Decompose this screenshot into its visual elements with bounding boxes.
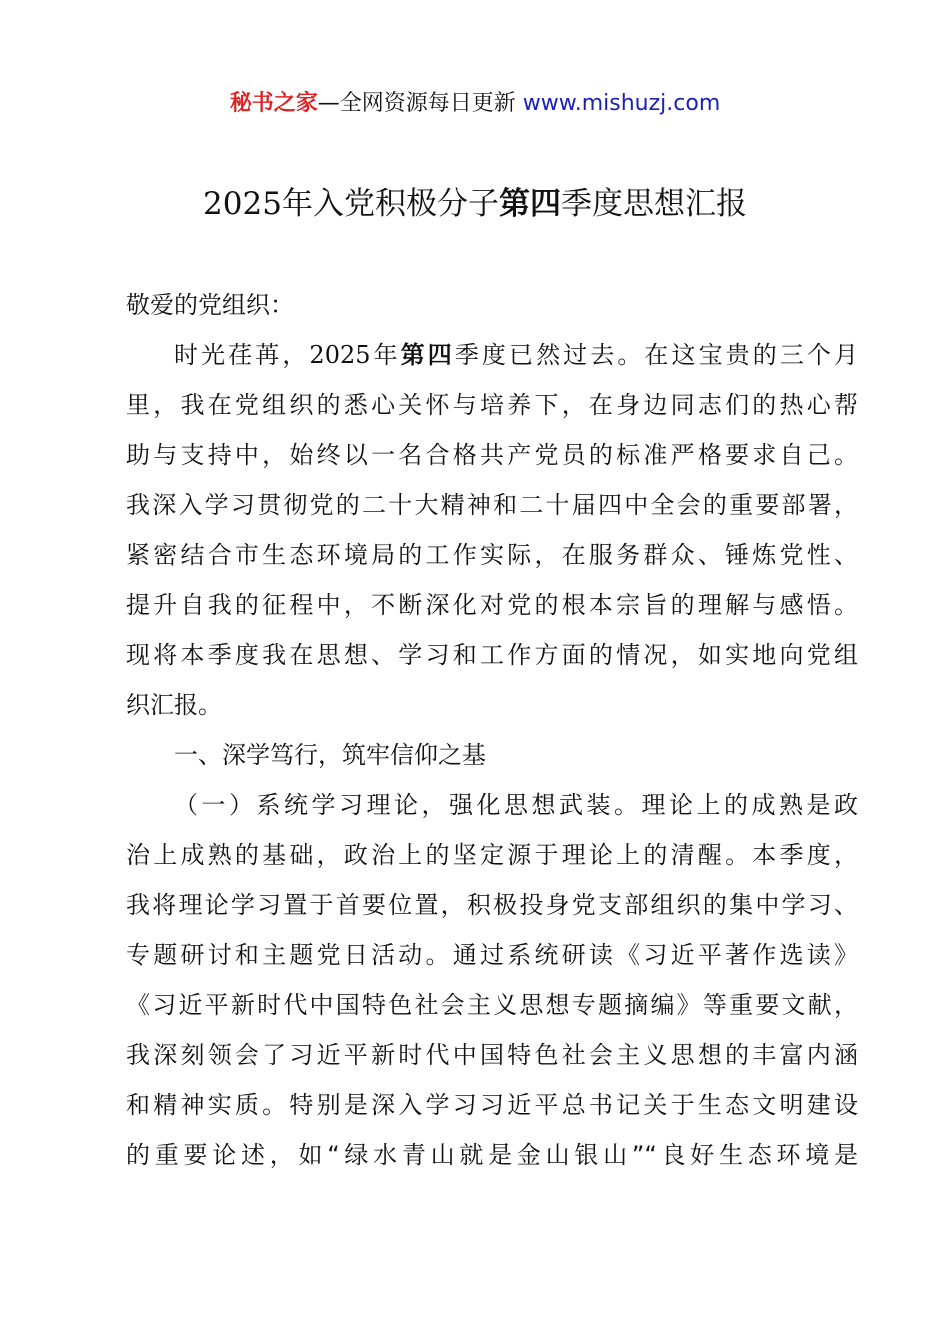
text-run: 时光荏苒，	[174, 341, 310, 369]
paragraph-1-line: 我深入学习贯彻党的二十大精神和二十届四中全会的重要部署，	[126, 491, 858, 519]
paragraph-2-line: 和精神实质。特别是深入学习习近平总书记关于生态文明建设	[126, 1091, 858, 1119]
site-url[interactable]: www.mishuzj.com	[522, 91, 721, 116]
section-heading: 一、深学笃行，筑牢信仰之基	[174, 741, 486, 769]
salutation: 敬爱的党组织：	[126, 291, 294, 319]
paragraph-1-line: 紧密结合市生态环境局的工作实际，在服务群众、锤炼党性、	[126, 541, 858, 569]
document-body	[126, 280, 858, 1180]
brand-name: 秘书之家	[229, 91, 318, 116]
paragraph-1-line: 助与支持中，始终以一名合格共产党员的标准严格要求自己。	[126, 441, 858, 469]
paragraph-2-line: 专题研讨和主题党日活动。通过系统研读《习近平著作选读》	[126, 941, 858, 969]
title-text-bold: 第四	[498, 186, 561, 222]
paragraph-1-line	[126, 330, 858, 380]
text-run: 年	[370, 341, 401, 369]
text-run: 季度已然过去。在这宝贵的三个月	[454, 341, 859, 369]
site-header	[0, 88, 950, 120]
paragraph-2-line: 我深刻领会了习近平新时代中国特色社会主义思想的丰富内涵	[126, 1041, 858, 1069]
paragraph-2-line: 我将理论学习置于首要位置，积极投身党支部组织的集中学习、	[126, 891, 858, 919]
paragraph-2-line: 的重要论述，如“绿水青山就是金山银山”“良好生态环境是	[126, 1141, 858, 1169]
paragraph-1-line: 织汇报。	[126, 691, 222, 719]
title-text-a: 年入党积极分子	[281, 186, 499, 222]
paragraph-2-line: 治上成熟的基础，政治上的坚定源于理论上的清醒。本季度，	[126, 841, 858, 869]
header-slogan: —全网资源每日更新	[317, 91, 516, 116]
title-text-b: 季度思想汇报	[560, 186, 747, 222]
year-run: 2025	[309, 341, 371, 369]
document-title	[0, 182, 950, 226]
paragraph-1-line: 里，我在党组织的悉心关怀与培养下，在身边同志们的热心帮	[126, 391, 858, 419]
paragraph-2-line: 《习近平新时代中国特色社会主义思想专题摘编》等重要文献，	[126, 991, 858, 1019]
paragraph-2-line: （一）系统学习理论，强化思想武装。理论上的成熟是政	[174, 791, 858, 819]
title-year: 2025	[203, 186, 282, 222]
paragraph-1-line: 现将本季度我在思想、学习和工作方面的情况，如实地向党组	[126, 641, 858, 669]
bold-run: 第四	[400, 341, 455, 369]
paragraph-1-line: 提升自我的征程中，不断深化对党的根本宗旨的理解与感悟。	[126, 591, 858, 619]
